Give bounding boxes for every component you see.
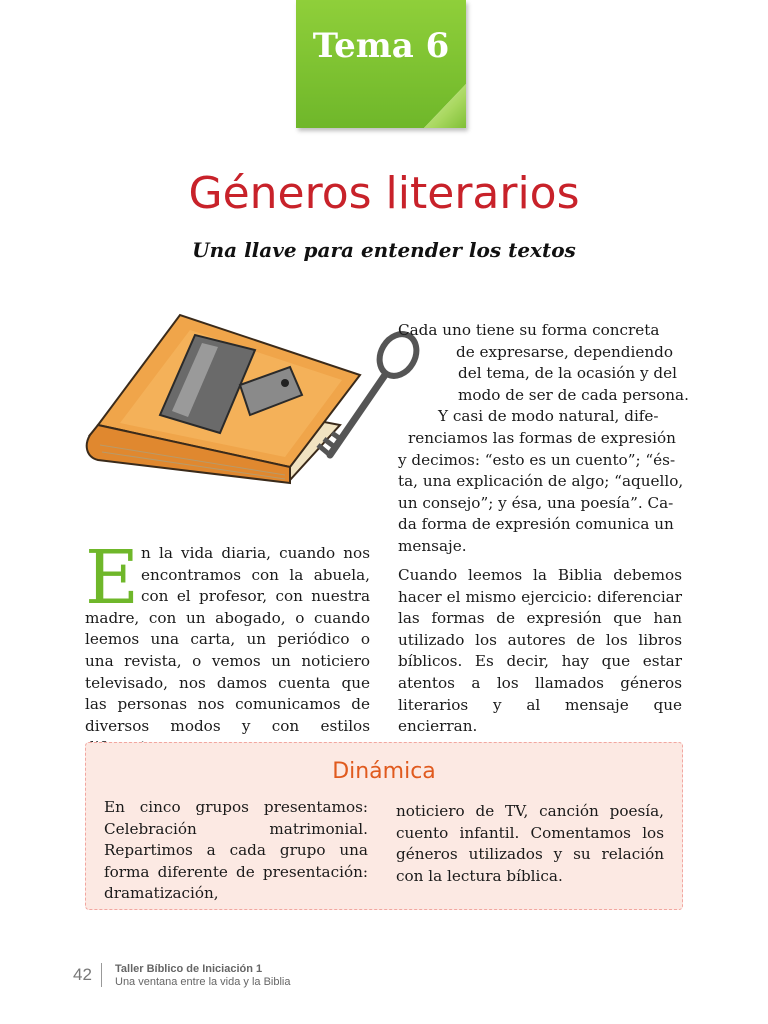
dinamica-box — [85, 742, 683, 910]
intro-left-paragraph — [85, 535, 370, 759]
bible-paragraph — [398, 565, 682, 738]
text-line: da forma de expresión comunica un — [398, 515, 674, 534]
text-line: de expresarse, dependiendo — [456, 342, 674, 361]
footer-divider — [101, 963, 102, 987]
text-line: y decimos: “esto es un cuento”; “és- — [398, 450, 676, 469]
dinamica-left-text: En cinco grupos presentamos: Celebración matrimonial. Repartimos a cada grupo una forma diferente de presentación: dramatización, — [104, 798, 368, 903]
text-line: renciamos las formas de expresión — [408, 428, 676, 447]
text-line: modo de ser de cada persona. — [458, 385, 689, 404]
footer-book-subtitle: Una ventana entre la vida y la Biblia — [115, 976, 291, 988]
page-subtitle: Una llave para entender los textos — [192, 238, 576, 262]
text-line: mensaje. — [398, 536, 467, 555]
page-title: Géneros literarios — [188, 168, 580, 219]
dinamica-title: Dinámica — [332, 759, 436, 784]
text-line: un consejo”; y ésa, una poesía”. Ca- — [398, 493, 674, 512]
drop-cap: E — [85, 535, 140, 621]
page-number: 42 — [73, 965, 92, 984]
footer-book-title: Taller Bíblico de Iniciación 1 — [115, 963, 263, 975]
book-and-key-illustration — [80, 305, 420, 485]
dinamica-right-text: noticiero de TV, canción poesía, cuento infantil. Comentamos los géneros utilizados y su relación con la lectura bíblica. — [396, 802, 664, 885]
bible-paragraph-text: Cuando leemos la Biblia debemos hacer el mismo ejercicio: diferenciar las formas de expresión que han utilizado los autores de los libros bíblicos. Es decir, hay que estar atentos a los llamados géneros literarios y al mensaje que encierran. — [398, 566, 682, 736]
intro-right-column — [398, 320, 689, 558]
text-line: ta, una explicación de algo; “aquello, — [398, 472, 684, 491]
text-line: Cada uno tiene su forma concreta — [398, 321, 660, 339]
topic-tab-label: Tema 6 — [312, 26, 450, 66]
text-line: del tema, de la ocasión y del — [458, 364, 677, 383]
text-line: Y casi de modo natural, dife- — [438, 407, 659, 426]
left-paragraph-text: n la vida diaria, cuando nos encontramos con la abuela, con el profesor, con nuestra madre, con un abogado, o cuando leemos una carta, un periódico o una revista, o vemos un noticiero televisado, nos damos cuenta que las personas nos comunicamos de diversos modos y con estilos — [85, 544, 370, 735]
